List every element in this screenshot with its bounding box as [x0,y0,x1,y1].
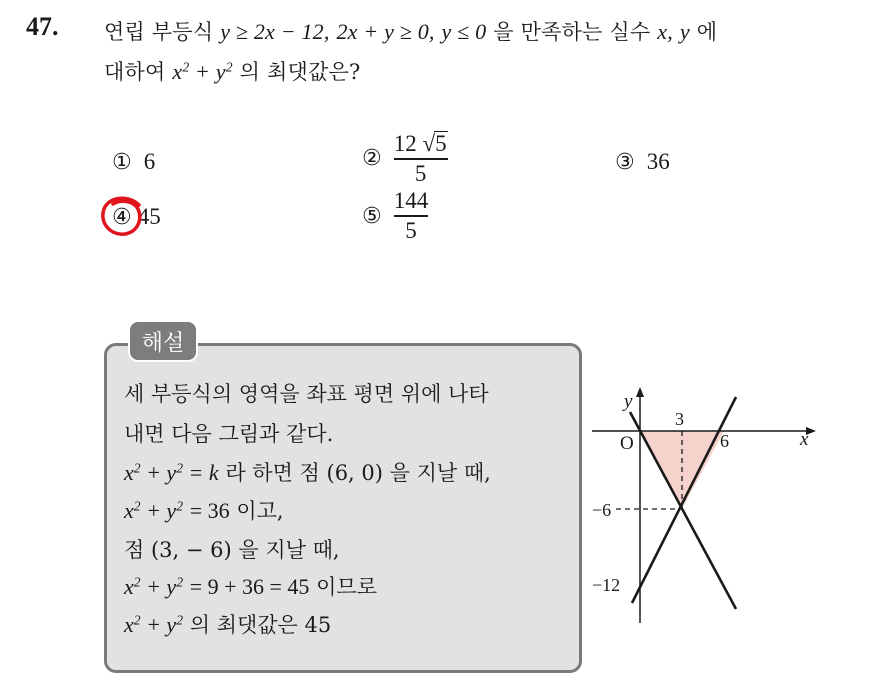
choice-3-value: 36 [646,149,670,174]
x-axis-label: x [800,429,809,450]
origin-label: O [620,433,634,454]
choice-2-denominator: 5 [414,161,427,187]
solution-line-3-text: 라 하면 점 (6, 0) 을 지날 때, [225,461,491,485]
choice-1-number: ① [112,149,132,175]
solution-line-1: 세 부등식의 영역을 좌표 평면 위에 나타 [124,382,489,406]
sqrt-symbol: √ 5 [422,131,447,156]
choice-5-numerator: 144 [393,188,429,213]
solution-line-3 [124,457,491,487]
tick-label-neg6: −6 [592,500,612,520]
solution-line-6-text: 이므로 [316,575,377,599]
fraction-bar [394,215,429,217]
solution-tab: 해설 [128,320,198,362]
solution-line-4-text: 이고, [236,499,284,523]
expression-x2-y2: $x^2 + y^2$ [124,498,184,523]
choice-2-number: ② [362,146,382,172]
expression-x2-y2: $x^2 + y^2$ [124,574,184,599]
expression-x2-y2: $x^2 + y^2$ [172,59,233,84]
choice-3[interactable] [615,149,670,175]
question-text-suffix: 을 만족하는 실수 [493,20,651,44]
question-number: 47. [26,12,59,41]
question-line-1 [104,16,717,46]
question-text-end: 에 [696,20,718,44]
choice-2-radicand: 5 [435,131,447,156]
region-graph [586,385,882,625]
choice-4-value: 45 [137,204,161,229]
solution-line-7 [124,609,331,639]
solution-line-6-value: = 9 + 36 = 45 [189,574,310,599]
choice-5-number: ⑤ [362,203,382,229]
inequality-2: 2x + y ≥ 0, [336,19,435,44]
solution-line-5: 점 (3, − 6) 을 지날 때, [124,538,340,562]
solution-line-4 [124,495,284,525]
variable-k: k [208,460,219,485]
choice-5[interactable] [362,189,428,243]
choice-2-fraction [394,131,448,186]
choice-5-fraction [394,189,429,243]
inequality-1: y ≥ 2x − 12, [220,19,330,44]
tick-label-neg12: −12 [592,575,621,595]
choice-2-numerator [394,131,448,156]
solution-line-6 [124,571,377,601]
inequality-3: y ≤ 0 [441,19,487,44]
variable-y: y [679,19,690,44]
tick-label-6: 6 [720,431,729,451]
choice-2-coef: 12 [393,131,417,156]
y-axis-arrow [636,387,644,397]
solution-line-7-text: 의 최댓값은 45 [189,613,332,637]
choice-1-value: 6 [143,149,156,174]
expression-x2-y2-eq: $x^2 + y^2$ = [124,460,209,485]
expression-x2-y2: $x^2 + y^2$ [124,612,184,637]
answer-mark-circle [99,193,145,239]
choice-3-number: ③ [615,149,635,175]
question-text-prefix: 연립 부등식 [104,20,214,44]
choice-4-number: ④ [112,204,132,230]
variable-x: x, [657,19,673,44]
y-axis-label: y [624,391,633,412]
solution-line-2: 내면 다음 그림과 같다. [124,422,334,446]
choice-5-denominator: 5 [405,218,417,244]
tick-label-3: 3 [675,409,684,429]
question-line2-suffix: 의 최댓값은? [239,60,361,84]
choice-1[interactable] [112,149,155,175]
line-y-2x-minus-12 [632,397,736,603]
fraction-bar [394,158,448,160]
question-line-2 [104,56,360,86]
choice-2[interactable] [362,131,448,186]
question-line2-prefix: 대하여 [104,60,166,84]
solution-line-4-value: = 36 [189,498,230,523]
